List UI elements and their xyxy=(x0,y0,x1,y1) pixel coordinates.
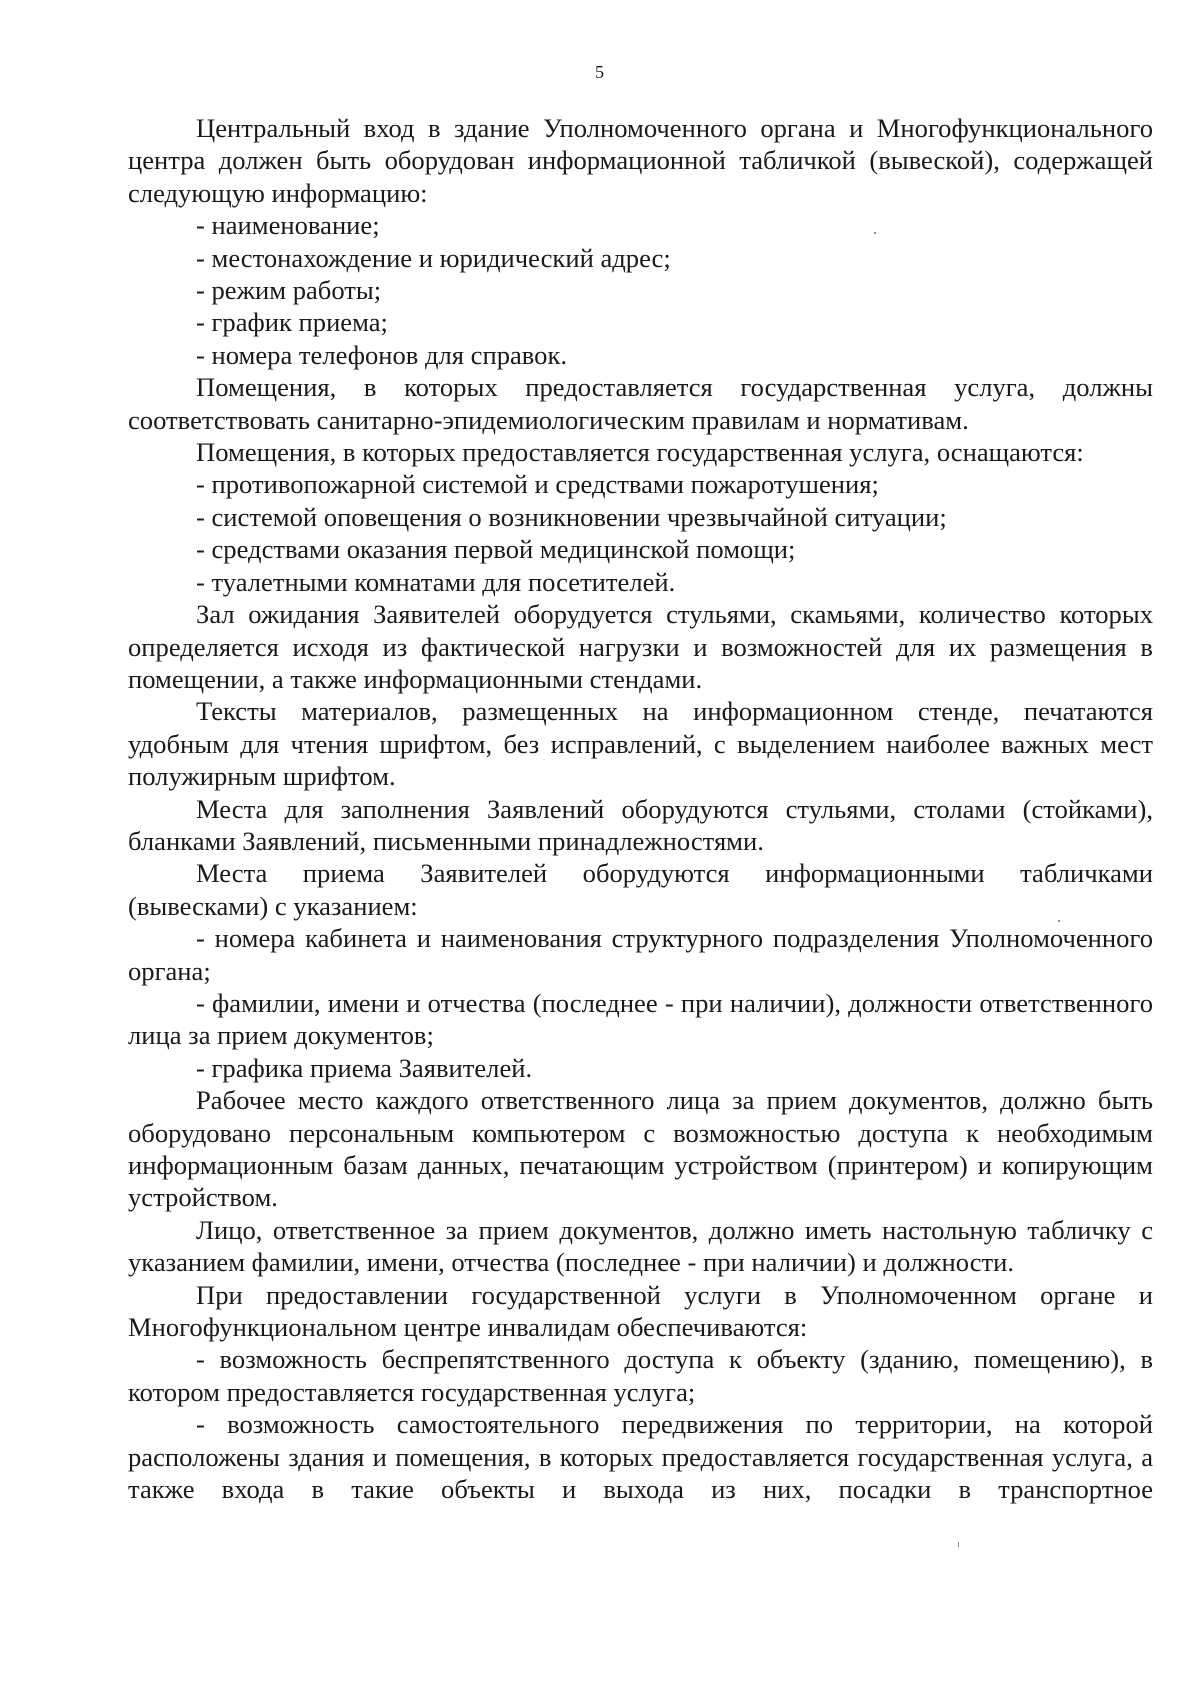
paragraph: Центральный вход в здание Уполномоченного органа и Многофункционального центра должен быть оборудован информационной табличкой (вывеской), содержащей следующую информацию: xyxy=(128,113,1153,208)
list-item: - наименование; xyxy=(196,210,380,241)
list-item: - графика приема Заявителей. xyxy=(196,1052,533,1083)
paragraph: Рабочее место каждого ответственного лица за прием документов, должно быть оборудовано персональным компьютером с возможностью доступа к необходимым информационным базам данных, печатающим устройством (принтером) и копирующим устройством. xyxy=(128,1085,1153,1213)
list-item: - график приема; xyxy=(196,307,388,338)
list-item: - режим работы; xyxy=(196,275,382,306)
document-body xyxy=(128,112,1153,1505)
list-item: - фамилии, имени и отчества (последнее - при наличии), должности ответственного лица за прием документов; xyxy=(128,987,1153,1051)
list-item: - возможность беспрепятственного доступа к объекту (зданию, помещению), в котором предоставляется государственная услуга; xyxy=(128,1344,1153,1407)
scan-speck xyxy=(874,232,876,234)
list-item: - противопожарной системой и средствами пожаротушения; xyxy=(196,469,879,500)
paragraph: Места для заполнения Заявлений оборудуются стульями, столами (стойками), бланками Заявлений, письменными принадлежностями. xyxy=(128,793,1153,856)
list-item: - номера кабинета и наименования структурного подразделения Уполномоченного органа; xyxy=(128,923,1153,986)
list-item: - возможность самостоятельного передвижения по территории, на которой расположены здания и помещения, в которых предоставляется государственная услуга, а также входа в такие объекты и выхода из них, посадки в транспортное xyxy=(128,1409,1153,1505)
paragraph: Тексты материалов, размещенных на информационном стенде, печатаются удобным для чтения шрифтом, без исправлений, с выделением наиболее важных мест полужирным шрифтом. xyxy=(128,696,1153,792)
page-number: 5 xyxy=(595,62,605,82)
paragraph: Зал ожидания Заявителей оборудуется стульями, скамьями, количество которых определяется исходя из фактической нагрузки и возможностей для их размещения в помещении, а также информационными стендами. xyxy=(128,599,1153,694)
scan-speck xyxy=(958,1542,959,1547)
list-item: - средствами оказания первой медицинской помощи; xyxy=(196,534,796,565)
scan-speck xyxy=(1058,920,1060,922)
paragraph: При предоставлении государственной услуги в Уполномоченном органе и Многофункциональном центре инвалидам обеспечиваются: xyxy=(128,1279,1153,1343)
list-item: - туалетными комнатами для посетителей. xyxy=(196,566,676,597)
list-item: - системой оповещения о возникновении чрезвычайной ситуации; xyxy=(196,501,947,532)
list-item: - номера телефонов для справок. xyxy=(196,339,568,370)
list-item: - местонахождение и юридический адрес; xyxy=(196,242,671,273)
paragraph: Места приема Заявителей оборудуются информационными табличками (вывесками) с указанием: xyxy=(128,858,1153,921)
paragraph: Помещения, в которых предоставляется государственная услуга, должны соответствовать санитарно-эпидемиологическим правилам и нормативам. xyxy=(128,372,1153,435)
paragraph: Лицо, ответственное за прием документов, должно иметь настольную табличку с указанием фамилии, имени, отчества (последнее - при наличии) и должности. xyxy=(128,1214,1153,1278)
paragraph: Помещения, в которых предоставляется государственная услуга, оснащаются: xyxy=(196,437,1084,468)
